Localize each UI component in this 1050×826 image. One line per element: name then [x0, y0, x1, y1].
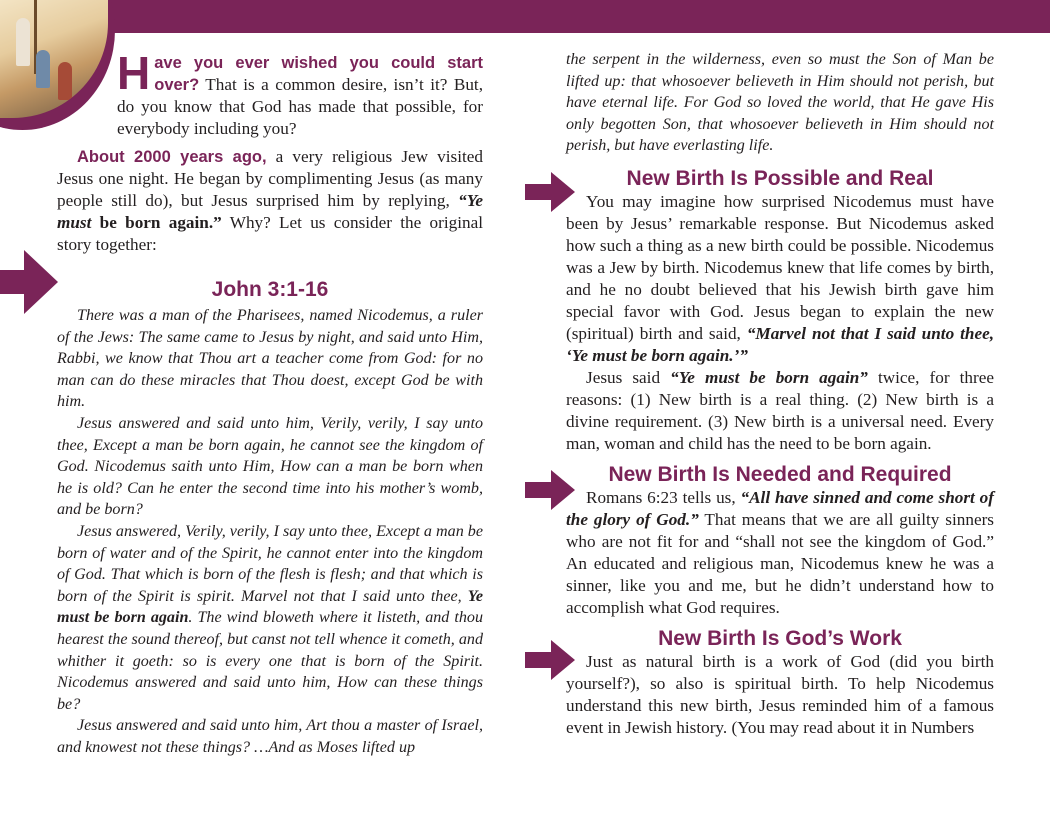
- intro-text: That is a common desire, isn’t it? But, do you know that God has made that possible, for everybody including you?: [117, 75, 483, 138]
- intro-block: [95, 47, 483, 140]
- top-banner: [0, 0, 1050, 33]
- text: twice, for three reasons: (1) New birth is a real thing. (2) New birth is a divine requirement. (3) New birth is a universal need. Every man, woman and child has the need to be born again.: [566, 367, 994, 453]
- text: Jesus said: [586, 367, 671, 387]
- left-column: [57, 146, 483, 758]
- section-heading: New Birth Is Needed and Required: [608, 462, 952, 486]
- text: Jesus answered, Verily, verily, I say unto thee, Except a man be born of water and of the Spirit, he cannot enter into the kingdom of God. That which is born of the flesh is flesh; and that which is born of the Spirit is spirit. Marvel not that I said unto thee,: [57, 522, 483, 605]
- bold-text: Ye must be born again: [57, 587, 483, 627]
- scripture: There was a man of the Pharisees, named Nicodemus, a ruler of the Jews: The same came to Jesus by night, and said unto Him, Rabbi, we know that Thou art a teacher come from God: for no man can do these miracles that Thou doest, except God be with him.: [57, 307, 483, 411]
- paragraph: [566, 191, 994, 367]
- scripture: [57, 521, 483, 715]
- scripture: the serpent in the wilderness, even so must the Son of Man be lifted up: that whosoever believeth in Him should not perish, but have eternal life. For God so loved the world, that He gave His only begotten Son, that whosoever believeth in Him should not perish, but have everlasting life.: [566, 51, 994, 155]
- intro-lead: ave you ever wished you could start over?: [154, 54, 483, 94]
- quote: “Marvel not that I said unto thee, ‘Ye must be born again.’”: [566, 323, 994, 365]
- paragraph-lead: About 2000 years ago,: [77, 148, 267, 166]
- intro-paragraph: [95, 47, 483, 140]
- text: You may imagine how surprised Nicodemus must have been by Jesus’ remarkable response. But Nicodemus asked how such a thing as a new birth could be possible. Nicodemus was a Jew by birth. Nicodemus knew that life comes by birth, and he no doubt believed that his Jewish birth gave him special favor with God. Jesus began to explain the new (spiritual) birth and said,: [566, 191, 994, 343]
- section-heading: New Birth Is Possible and Real: [626, 166, 934, 190]
- text: Why? Let us consider the original story together:: [57, 213, 483, 254]
- drop-cap: H: [117, 47, 151, 99]
- text: . The wind bloweth where it listeth, and thou hearest the sound thereof, but canst not tell whence it cometh, and whither it goeth: so is every one that is born of the Spirit. Nicodemus answered and said unto him, How can these things be?: [57, 609, 483, 713]
- section-heading: John 3:1-16: [211, 278, 329, 301]
- text: a very religious Jew visited Jesus one night. He began by complimenting Jesus (as many people still do), but Jesus surprised him by replying,: [57, 147, 483, 210]
- paragraph: [566, 367, 994, 455]
- text: That means that we are all guilty sinners who are not fit for and “shall not see the kingdom of God.” An educated and religious man, Nicodemus knew he was a sinner, like you and me, but he didn’t understand how to accomplish what God requires.: [566, 509, 994, 617]
- quote: “Ye must be born again”: [670, 367, 868, 387]
- moses-illustration: [0, 0, 108, 118]
- quote: “Ye must: [57, 191, 483, 232]
- scripture: Jesus answered and said unto him, Art thou a master of Israel, and knowest not these things? …And as Moses lifted up: [57, 717, 483, 756]
- right-column: [566, 49, 994, 739]
- paragraph: Just as natural birth is a work of God (did you birth yourself?), so also is spiritual birth. To help Nicodemus understand this new birth, Jesus reminded him of a famous event in Jewish history. (You may read about it in Numbers: [566, 651, 994, 737]
- bold-text: be born again.”: [91, 213, 222, 232]
- scripture: Jesus answered and said unto him, Verily, verily, I say unto thee, Except a man be born again, he cannot see the kingdom of God. Nicodemus saith unto Him, How can a man be born when he is old? Can he enter the second time into his mother’s womb, and be born?: [57, 414, 483, 519]
- section-heading: New Birth Is God’s Work: [658, 626, 902, 650]
- text: Romans 6:23 tells us,: [586, 487, 741, 507]
- arrow-right-icon: [0, 250, 58, 314]
- paragraph: [57, 146, 483, 256]
- paragraph: [566, 487, 994, 619]
- quote: “All have sinned and come short of the glory of God.”: [566, 487, 994, 529]
